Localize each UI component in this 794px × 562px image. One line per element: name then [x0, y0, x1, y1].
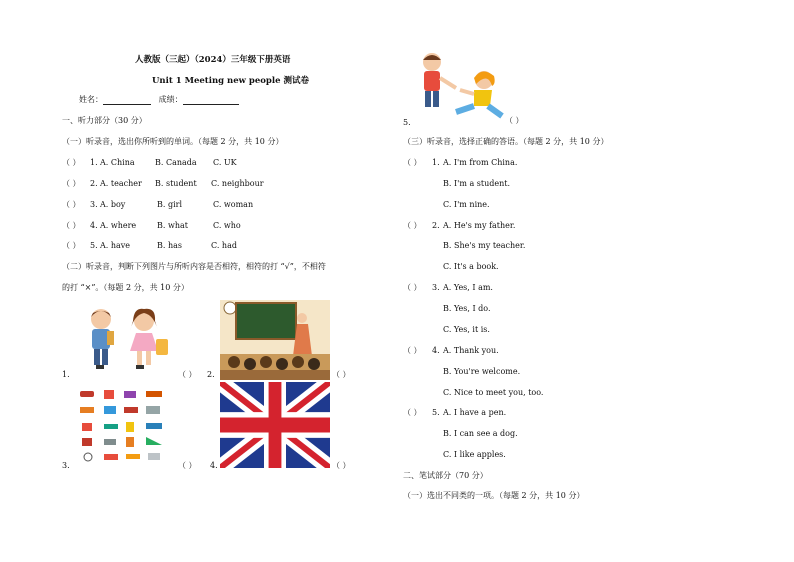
- name-label: 姓名：: [79, 95, 103, 104]
- section2-part1-heading: （一）选出不同类的一项。（每题 2 分，共 10 分）: [403, 491, 585, 500]
- question-number: 1.: [90, 158, 98, 167]
- question-number: 2.: [432, 221, 440, 230]
- answer-paren[interactable]: （ ）: [403, 346, 422, 355]
- option-a: A. I'm from China.: [443, 158, 518, 167]
- question-number: 2.: [90, 179, 98, 188]
- pic-label: 3.: [62, 461, 70, 470]
- option-b: B. student: [155, 179, 197, 188]
- name-blank[interactable]: [103, 96, 151, 105]
- helping-picture: [412, 50, 512, 120]
- pic-label: 2.: [207, 370, 215, 379]
- part1-heading: （一）听录音，选出你所听到的单词。（每题 2 分，共 10 分）: [62, 137, 284, 146]
- score-label: 成绩：: [158, 95, 183, 104]
- answer-paren[interactable]: （ ）: [178, 461, 197, 470]
- answer-paren[interactable]: （ ）: [178, 370, 197, 379]
- section1-heading: 一、听力部分（30 分）: [62, 116, 147, 125]
- answer-paren[interactable]: （ ）: [62, 200, 81, 209]
- option-c: C. I'm nine.: [443, 200, 490, 209]
- answer-paren[interactable]: （ ）: [505, 116, 524, 125]
- option-a: A. where: [100, 221, 137, 230]
- pic-label: 1.: [62, 370, 70, 379]
- question-number: 3.: [432, 283, 440, 292]
- answer-paren[interactable]: （ ）: [332, 370, 351, 379]
- question-number: 1.: [432, 158, 440, 167]
- answer-paren[interactable]: （ ）: [403, 221, 422, 230]
- answer-paren[interactable]: （ ）: [62, 179, 81, 188]
- option-a: A. have: [100, 241, 131, 250]
- option-b: B. what: [157, 221, 188, 230]
- uk-flag-picture: [220, 382, 330, 468]
- section2-heading: 二、笔试部分（70 分）: [403, 471, 488, 480]
- option-a: A. He's my father.: [443, 221, 516, 230]
- question-number: 5.: [90, 241, 98, 250]
- question-number: 4.: [432, 346, 440, 355]
- question-number: 4.: [90, 221, 98, 230]
- answer-paren[interactable]: （ ）: [332, 461, 351, 470]
- option-a: A. Thank you.: [443, 346, 499, 355]
- option-b: B. girl: [157, 200, 183, 209]
- score-blank[interactable]: [183, 96, 239, 105]
- part3-heading: （三）听录音，选择正确的答语。（每题 2 分，共 10 分）: [403, 137, 609, 146]
- option-a: A. Yes, I am.: [443, 283, 493, 292]
- option-b: B. Canada: [155, 158, 197, 167]
- pic-label: 5.: [403, 118, 411, 127]
- option-c: C. woman: [213, 200, 254, 209]
- option-a: A. boy: [100, 200, 126, 209]
- option-c: C. neighbour: [211, 179, 264, 188]
- option-a: A. China: [100, 158, 135, 167]
- answer-paren[interactable]: （ ）: [403, 408, 422, 417]
- option-c: C. Yes, it is.: [443, 325, 490, 334]
- option-c: C. I like apples.: [443, 450, 506, 459]
- question-number: 5.: [432, 408, 440, 417]
- option-c: C. Nice to meet you, too.: [443, 388, 544, 397]
- classroom-picture: [220, 300, 330, 380]
- kids-picture: [76, 305, 176, 371]
- answer-paren[interactable]: （ ）: [403, 283, 422, 292]
- name-field: [79, 95, 239, 105]
- option-c: C. It's a book.: [443, 262, 499, 271]
- pic-label: 4.: [210, 461, 218, 470]
- option-b: B. has: [157, 241, 182, 250]
- option-a: A. I have a pen.: [443, 408, 507, 417]
- option-a: A. teacher: [100, 179, 142, 188]
- option-b: B. You're welcome.: [443, 367, 521, 376]
- stationery-picture: [78, 387, 176, 465]
- option-b: B. I can see a dog.: [443, 429, 518, 438]
- part2-heading-line1: （二）听录音，判断下列图片与所听内容是否相符，相符的打 “√”，不相符: [62, 262, 326, 271]
- page-title: 人教版（三起）（2024）三年级下册英语: [135, 55, 291, 65]
- option-c: C. who: [213, 221, 241, 230]
- option-b: B. I'm a student.: [443, 179, 511, 188]
- option-b: B. She's my teacher.: [443, 241, 526, 250]
- part2-heading-line2: 的打 “×”。（每题 2 分，共 10 分）: [62, 283, 189, 292]
- option-c: C. had: [211, 241, 237, 250]
- question-number: 3.: [90, 200, 98, 209]
- answer-paren[interactable]: （ ）: [62, 158, 81, 167]
- option-c: C. UK: [213, 158, 237, 167]
- page-subtitle: Unit 1 Meeting new people 测试卷: [152, 76, 309, 86]
- answer-paren[interactable]: （ ）: [62, 221, 81, 230]
- option-b: B. Yes, I do.: [443, 304, 491, 313]
- answer-paren[interactable]: （ ）: [62, 241, 81, 250]
- answer-paren[interactable]: （ ）: [403, 158, 422, 167]
